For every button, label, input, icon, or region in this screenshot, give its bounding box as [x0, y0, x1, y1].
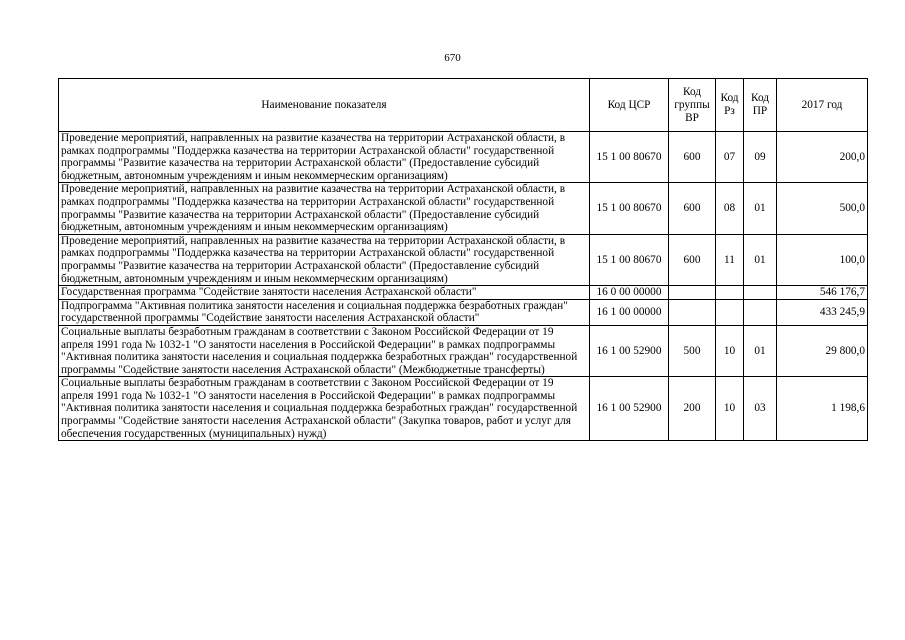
budget-table — [58, 78, 868, 441]
row-rz: 08 — [716, 183, 744, 234]
row-csr: 16 1 00 00000 — [590, 299, 669, 325]
table-row — [59, 286, 868, 300]
row-vr: 200 — [669, 377, 716, 441]
row-amount: 546 176,7 — [777, 286, 868, 300]
row-name: Социальные выплаты безработным гражданам в соответствии с Законом Российской Федерации от 19 апреля 1991 года № 1032-1 "О занятости населения в Российской Федерации" в рамках подпрограммы "Активная политика занятости населения и социальная поддержка безработных граждан" государственной программы "Содействие занятости населения Астраханской области" (Межбюджетные трансферты) — [59, 325, 590, 376]
row-rz: 10 — [716, 325, 744, 376]
row-vr — [669, 299, 716, 325]
table-row — [59, 325, 868, 376]
row-rz: 07 — [716, 132, 744, 183]
row-amount: 100,0 — [777, 234, 868, 285]
row-amount: 200,0 — [777, 132, 868, 183]
row-pr: 01 — [744, 234, 777, 285]
row-name: Проведение мероприятий, направленных на развитие казачества на территории Астраханской области, в рамках подпрограммы "Поддержка казачества на территории Астраханской области" государственной программы "Развитие казачества на территории Астраханской области" (Предоставление субсидий бюджетным, автономным учреждениям и иным некоммерческим организациям) — [59, 132, 590, 183]
row-amount: 500,0 — [777, 183, 868, 234]
row-pr: 03 — [744, 377, 777, 441]
row-amount: 433 245,9 — [777, 299, 868, 325]
row-vr: 500 — [669, 325, 716, 376]
header-pr: Код ПР — [744, 79, 777, 132]
table-row — [59, 183, 868, 234]
page-number: 670 — [444, 52, 461, 64]
row-pr: 09 — [744, 132, 777, 183]
header-vr: Код группы ВР — [669, 79, 716, 132]
row-rz: 10 — [716, 377, 744, 441]
table-row — [59, 132, 868, 183]
row-csr: 15 1 00 80670 — [590, 132, 669, 183]
row-csr: 15 1 00 80670 — [590, 234, 669, 285]
table-row — [59, 377, 868, 441]
row-name: Государственная программа "Содействие занятости населения Астраханской области" — [59, 286, 590, 300]
row-pr: 01 — [744, 183, 777, 234]
header-year: 2017 год — [777, 79, 868, 132]
row-vr: 600 — [669, 132, 716, 183]
row-pr: 01 — [744, 325, 777, 376]
header-name: Наименование показателя — [59, 79, 590, 132]
row-vr: 600 — [669, 234, 716, 285]
row-rz — [716, 286, 744, 300]
row-csr: 16 0 00 00000 — [590, 286, 669, 300]
row-amount: 1 198,6 — [777, 377, 868, 441]
row-csr: 16 1 00 52900 — [590, 377, 669, 441]
table-header-row — [59, 79, 868, 132]
row-pr — [744, 286, 777, 300]
row-vr: 600 — [669, 183, 716, 234]
row-name: Социальные выплаты безработным гражданам в соответствии с Законом Российской Федерации от 19 апреля 1991 года № 1032-1 "О занятости населения в Российской Федерации" в рамках подпрограммы "Активная политика занятости населения и социальная поддержка безработных граждан" государственной программы "Содействие занятости населения Астраханской области" (Закупка товаров, работ и услуг для обеспечения государственных (муниципальных) нужд) — [59, 377, 590, 441]
row-pr — [744, 299, 777, 325]
header-csr: Код ЦСР — [590, 79, 669, 132]
row-csr: 16 1 00 52900 — [590, 325, 669, 376]
row-rz: 11 — [716, 234, 744, 285]
table-row — [59, 299, 868, 325]
row-name: Проведение мероприятий, направленных на развитие казачества на территории Астраханской области, в рамках подпрограммы "Поддержка казачества на территории Астраханской области" государственной программы "Развитие казачества на территории Астраханской области" (Предоставление субсидий бюджетным, автономным учреждениям и иным некоммерческим организациям) — [59, 183, 590, 234]
row-name: Подпрограмма "Активная политика занятости населения и социальная поддержка безработных граждан" государственной программы "Содействие занятости населения Астраханской области" — [59, 299, 590, 325]
table-row — [59, 234, 868, 285]
row-vr — [669, 286, 716, 300]
row-rz — [716, 299, 744, 325]
row-amount: 29 800,0 — [777, 325, 868, 376]
header-rz: Код Рз — [716, 79, 744, 132]
row-csr: 15 1 00 80670 — [590, 183, 669, 234]
row-name: Проведение мероприятий, направленных на развитие казачества на территории Астраханской области, в рамках подпрограммы "Поддержка казачества на территории Астраханской области" государственной программы "Развитие казачества на территории Астраханской области" (Предоставление субсидий бюджетным, автономным учреждениям и иным некоммерческим организациям) — [59, 234, 590, 285]
